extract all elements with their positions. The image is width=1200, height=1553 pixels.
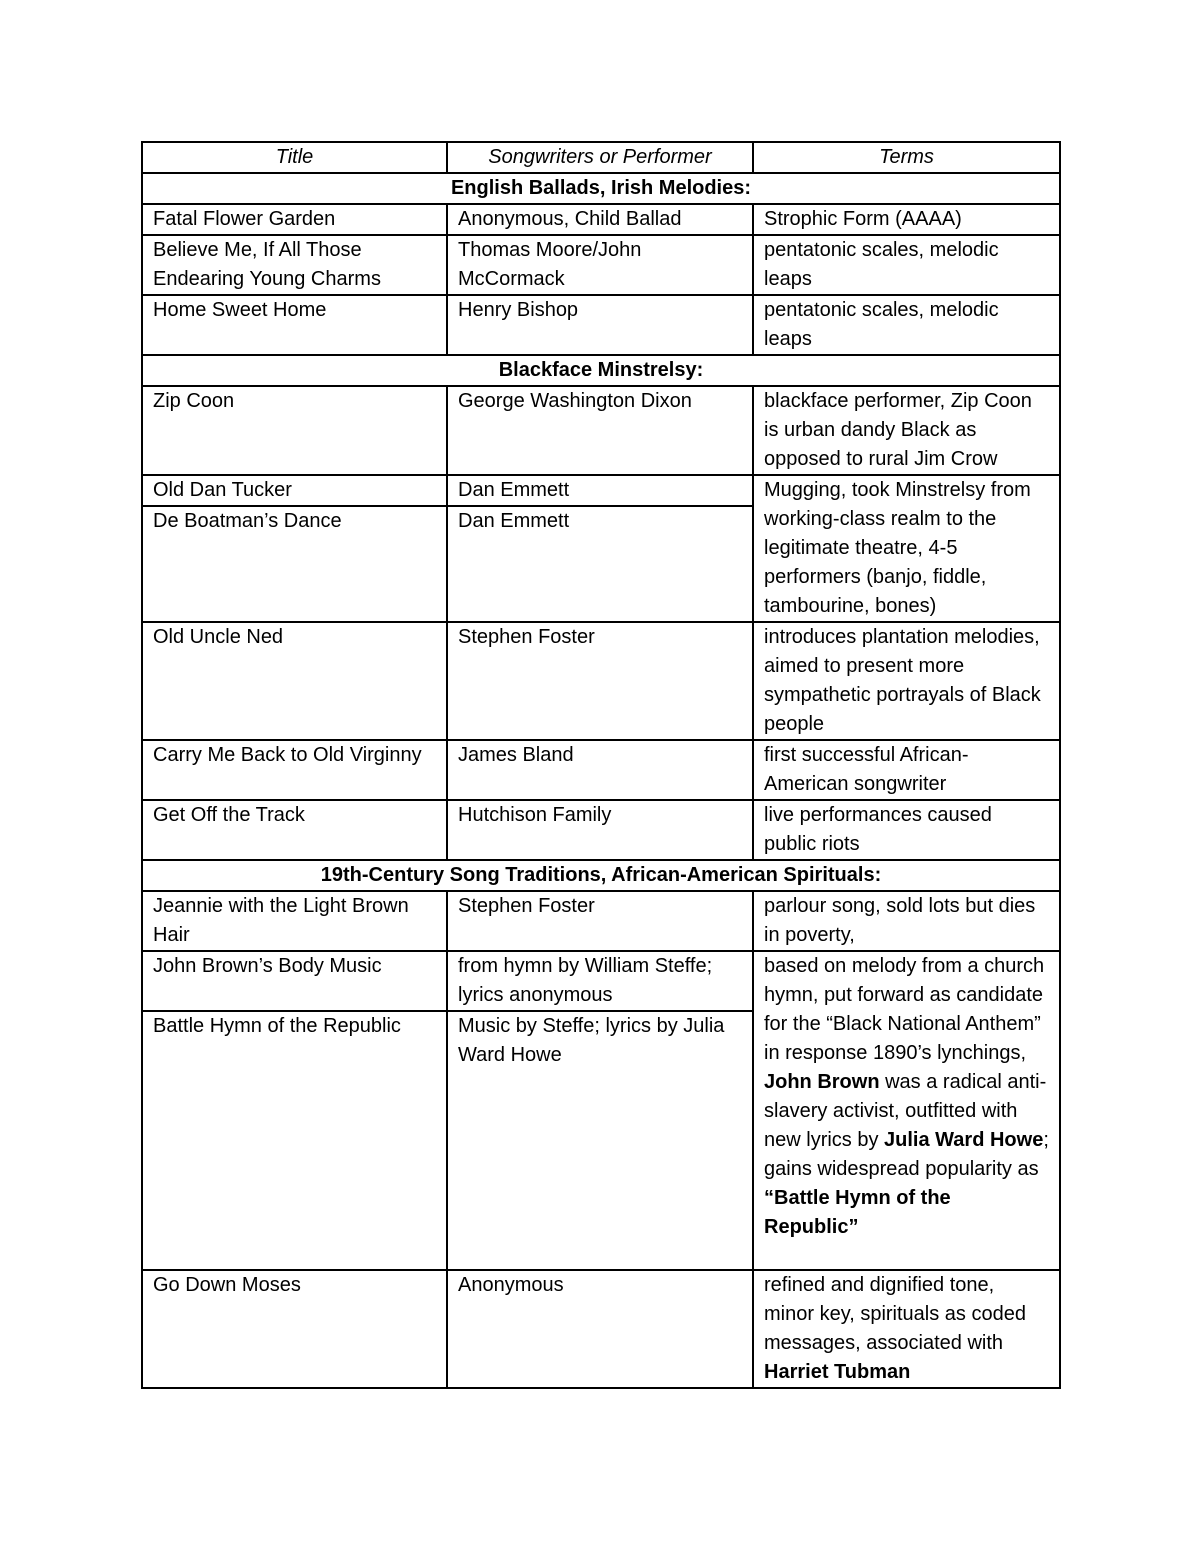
table-row — [142, 204, 1060, 235]
terms-text: ; gains widespread popularity as — [764, 1129, 1049, 1180]
song-title: Fatal Flower Garden — [142, 204, 447, 235]
terms: Strophic Form (AAAA) — [753, 204, 1060, 235]
song-table — [141, 141, 1061, 1389]
header-row — [142, 142, 1060, 173]
song-title: Old Dan Tucker — [142, 475, 447, 506]
songwriter: Dan Emmett — [447, 506, 753, 622]
songwriter: Stephen Foster — [447, 891, 753, 951]
song-title: Jeannie with the Light Brown Hair — [142, 891, 447, 951]
terms-bold: Harriet Tubman — [764, 1361, 911, 1383]
terms: pentatonic scales, melodic leaps — [753, 235, 1060, 295]
terms-text: was a radical anti-slavery activist, outfitted with new lyrics by — [764, 1071, 1047, 1151]
section-row-blackface — [142, 355, 1060, 386]
song-title: Battle Hymn of the Republic — [142, 1011, 447, 1270]
terms — [753, 951, 1060, 1270]
table-row — [142, 951, 1060, 1011]
songwriter: Music by Steffe; lyrics by Julia Ward Howe — [447, 1011, 753, 1270]
section-row-english — [142, 173, 1060, 204]
terms: blackface performer, Zip Coon is urban dandy Black as opposed to rural Jim Crow — [753, 386, 1060, 475]
song-title: Old Uncle Ned — [142, 622, 447, 740]
terms: Mugging, took Minstrelsy from working-class realm to the legitimate theatre, 4-5 performers (banjo, fiddle, tambourine, bones) — [753, 475, 1060, 622]
song-title: Get Off the Track — [142, 800, 447, 860]
section-heading: English Ballads, Irish Melodies: — [142, 173, 1060, 204]
song-title: Carry Me Back to Old Virginny — [142, 740, 447, 800]
song-title: Zip Coon — [142, 386, 447, 475]
terms — [753, 1270, 1060, 1388]
section-heading: 19th-Century Song Traditions, African-American Spirituals: — [142, 860, 1060, 891]
song-title: Home Sweet Home — [142, 295, 447, 355]
table-row — [142, 235, 1060, 295]
terms: parlour song, sold lots but dies in poverty, — [753, 891, 1060, 951]
section-row-19th-century — [142, 860, 1060, 891]
songwriter: James Bland — [447, 740, 753, 800]
table-row — [142, 740, 1060, 800]
table-row — [142, 295, 1060, 355]
terms: introduces plantation melodies, aimed to present more sympathetic portrayals of Black people — [753, 622, 1060, 740]
terms: pentatonic scales, melodic leaps — [753, 295, 1060, 355]
table-row — [142, 475, 1060, 506]
songwriter: Dan Emmett — [447, 475, 753, 506]
table-row — [142, 622, 1060, 740]
terms: first successful African-American songwriter — [753, 740, 1060, 800]
songwriter: Thomas Moore/John McCormack — [447, 235, 753, 295]
songwriter: from hymn by William Steffe; lyrics anonymous — [447, 951, 753, 1011]
terms-text: based on melody from a church hymn, put forward as candidate for the “Black National Anthem” in response 1890’s lynchings, — [764, 955, 1045, 1064]
table-row — [142, 800, 1060, 860]
header-songwriter: Songwriters or Performer — [447, 142, 753, 173]
songwriter: Stephen Foster — [447, 622, 753, 740]
songwriter: Henry Bishop — [447, 295, 753, 355]
song-title: John Brown’s Body Music — [142, 951, 447, 1011]
terms-bold: John Brown — [764, 1071, 880, 1093]
songwriter: George Washington Dixon — [447, 386, 753, 475]
header-title: Title — [142, 142, 447, 173]
section-heading: Blackface Minstrelsy: — [142, 355, 1060, 386]
header-terms: Terms — [753, 142, 1060, 173]
songwriter: Anonymous, Child Ballad — [447, 204, 753, 235]
terms-bold: Julia Ward Howe — [884, 1129, 1044, 1151]
table-row — [142, 1270, 1060, 1388]
table-row — [142, 386, 1060, 475]
song-title: De Boatman’s Dance — [142, 506, 447, 622]
song-title: Believe Me, If All Those Endearing Young Charms — [142, 235, 447, 295]
songwriter: Hutchison Family — [447, 800, 753, 860]
table-row — [142, 891, 1060, 951]
terms-text: refined and dignified tone, minor key, spirituals as coded messages, associated with — [764, 1274, 1026, 1354]
terms-bold: “Battle Hymn of the Republic” — [764, 1187, 951, 1238]
song-title: Go Down Moses — [142, 1270, 447, 1388]
terms: live performances caused public riots — [753, 800, 1060, 860]
songwriter: Anonymous — [447, 1270, 753, 1388]
